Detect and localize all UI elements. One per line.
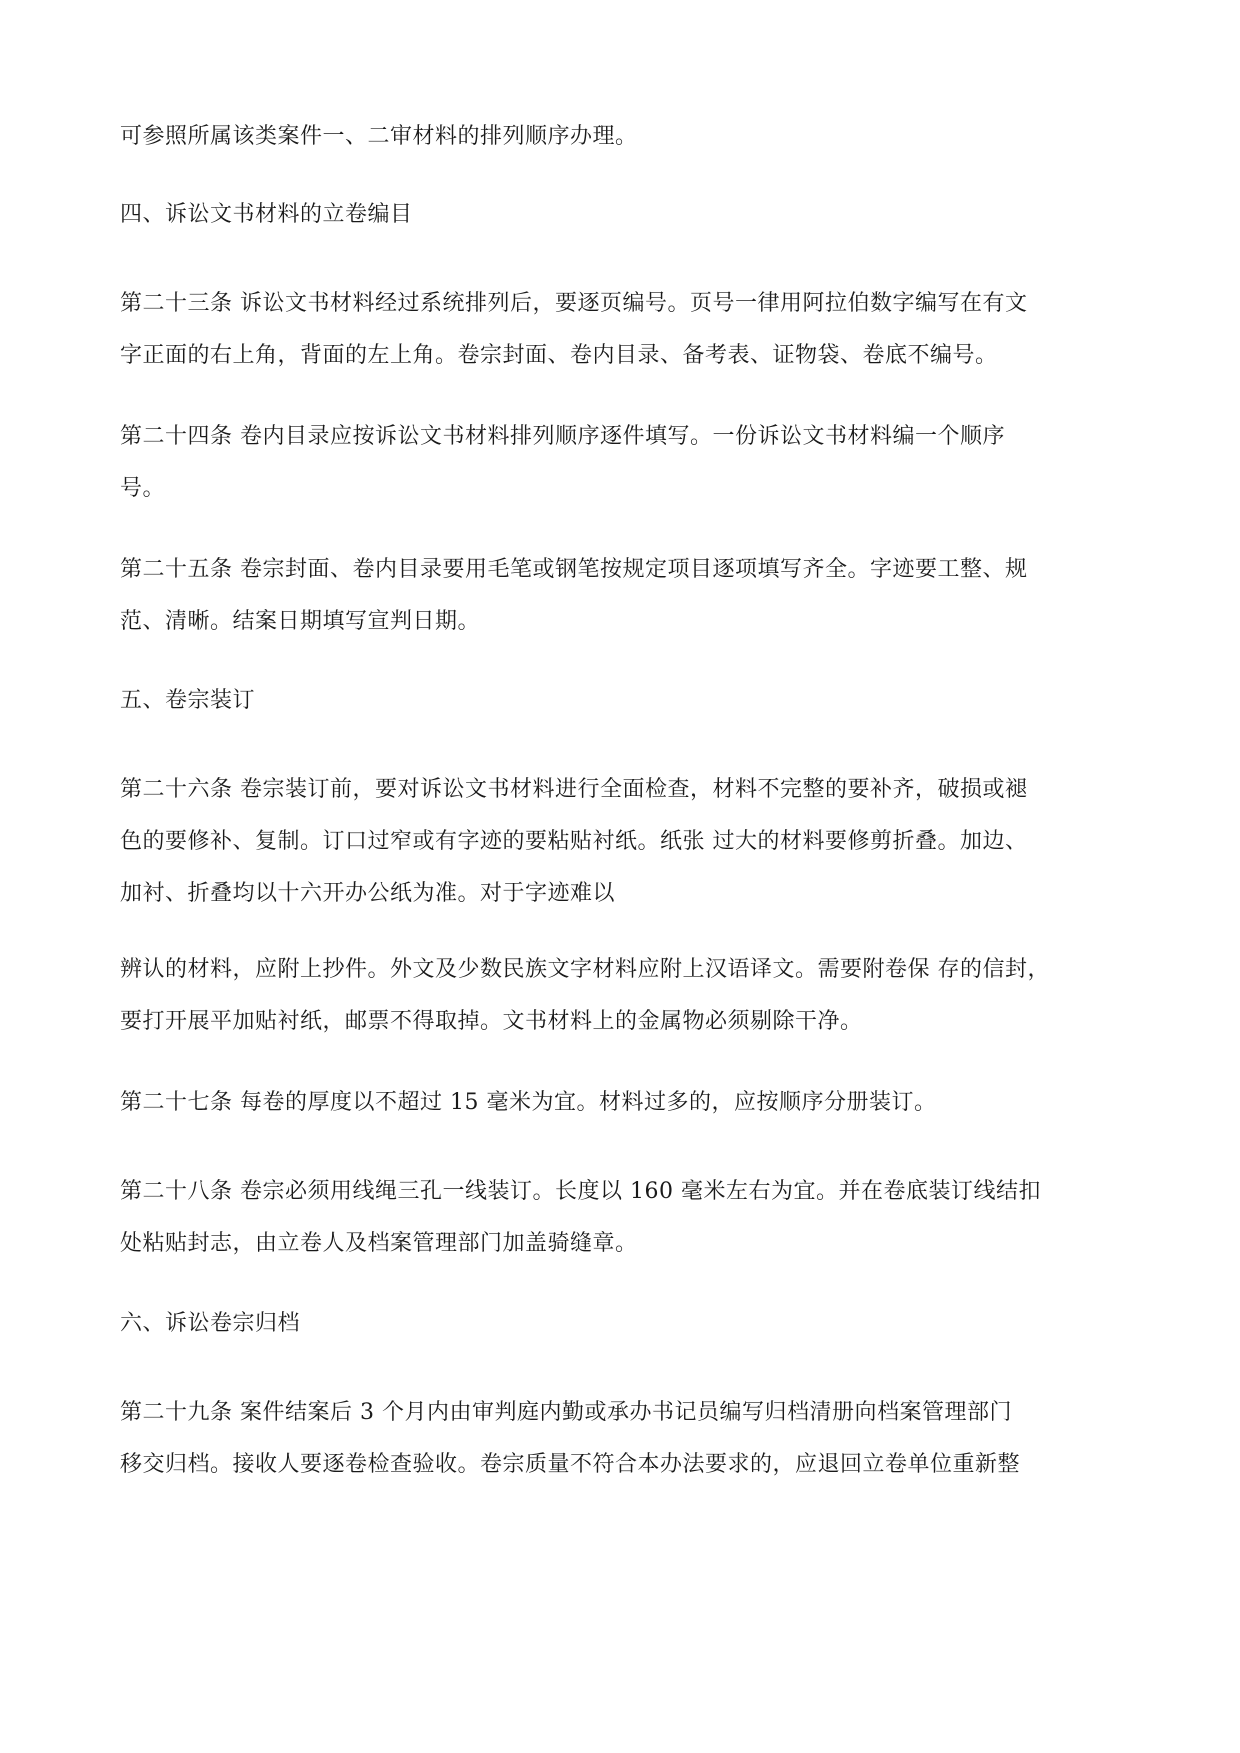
text-line: 处粘贴封志，由立卷人及档案管理部门加盖骑缝章。 [120, 1231, 638, 1256]
article-26-continued [120, 944, 1130, 1048]
text-line: 移交归档。接收人要逐卷检查验收。卷宗质量不符合本办法要求的，应退回立卷单位重新整 [120, 1452, 1021, 1477]
text-line: 色的要修补、复制。订口过窄或有字迹的要粘贴衬纸。纸张 过大的材料要修剪折叠。加边、 [120, 829, 1028, 854]
text-line: 辨认的材料，应附上抄件。外文及少数民族文字材料应附上汉语译文。需要附卷保 存的信封， [120, 957, 1050, 982]
text-line: 四、诉讼文书材料的立卷编目 [120, 202, 413, 227]
section-heading-5 [120, 675, 1130, 727]
text-line: 六、诉讼卷宗归档 [120, 1311, 301, 1336]
article-25 [120, 544, 1130, 648]
article-28 [120, 1166, 1130, 1270]
article-23 [120, 278, 1130, 382]
text-line: 第二十八条 卷宗必须用线绳三孔一线装订。长度以 160 毫米左右为宜。并在卷底装订线结扣 [120, 1179, 1041, 1204]
text-line: 第二十五条 卷宗封面、卷内目录要用毛笔或钢笔按规定项目逐项填写齐全。字迹要工整、规 [120, 557, 1028, 582]
article-29 [120, 1387, 1130, 1491]
text-line: 第二十六条 卷宗装订前，要对诉讼文书材料进行全面检查，材料不完整的要补齐，破损或褪 [120, 777, 1028, 802]
text-line: 第二十九条 案件结案后 3 个月内由审判庭内勤或承办书记员编写归档清册向档案管理部门 [120, 1400, 1012, 1425]
text-line: 五、卷宗装订 [120, 688, 256, 713]
text-line: 第二十七条 每卷的厚度以不超过 15 毫米为宜。材料过多的，应按顺序分册装订。 [120, 1090, 937, 1115]
text-line: 字正面的右上角，背面的左上角。卷宗封面、卷内目录、备考表、证物袋、卷底不编号。 [120, 343, 998, 368]
paragraph-continuation [120, 111, 1130, 163]
text-line: 可参照所属该类案件一、二审材料的排列顺序办理。 [120, 124, 638, 149]
text-line: 范、清晰。结案日期填写宣判日期。 [120, 609, 481, 634]
text-line: 加衬、折叠均以十六开办公纸为准。对于字迹难以 [120, 881, 616, 906]
text-line: 第二十三条 诉讼文书材料经过系统排列后，要逐页编号。页号一律用阿拉伯数字编写在有文 [120, 291, 1028, 316]
article-24 [120, 411, 1130, 515]
article-26 [120, 764, 1130, 920]
section-heading-4 [120, 189, 1130, 241]
text-line: 要打开展平加贴衬纸，邮票不得取掉。文书材料上的金属物必须剔除干净。 [120, 1009, 863, 1034]
article-27 [120, 1077, 1130, 1129]
text-line: 号。 [120, 476, 166, 501]
section-heading-6 [120, 1298, 1130, 1350]
text-line: 第二十四条 卷内目录应按诉讼文书材料排列顺序逐件填写。一份诉讼文书材料编一个顺序 [120, 424, 1005, 449]
